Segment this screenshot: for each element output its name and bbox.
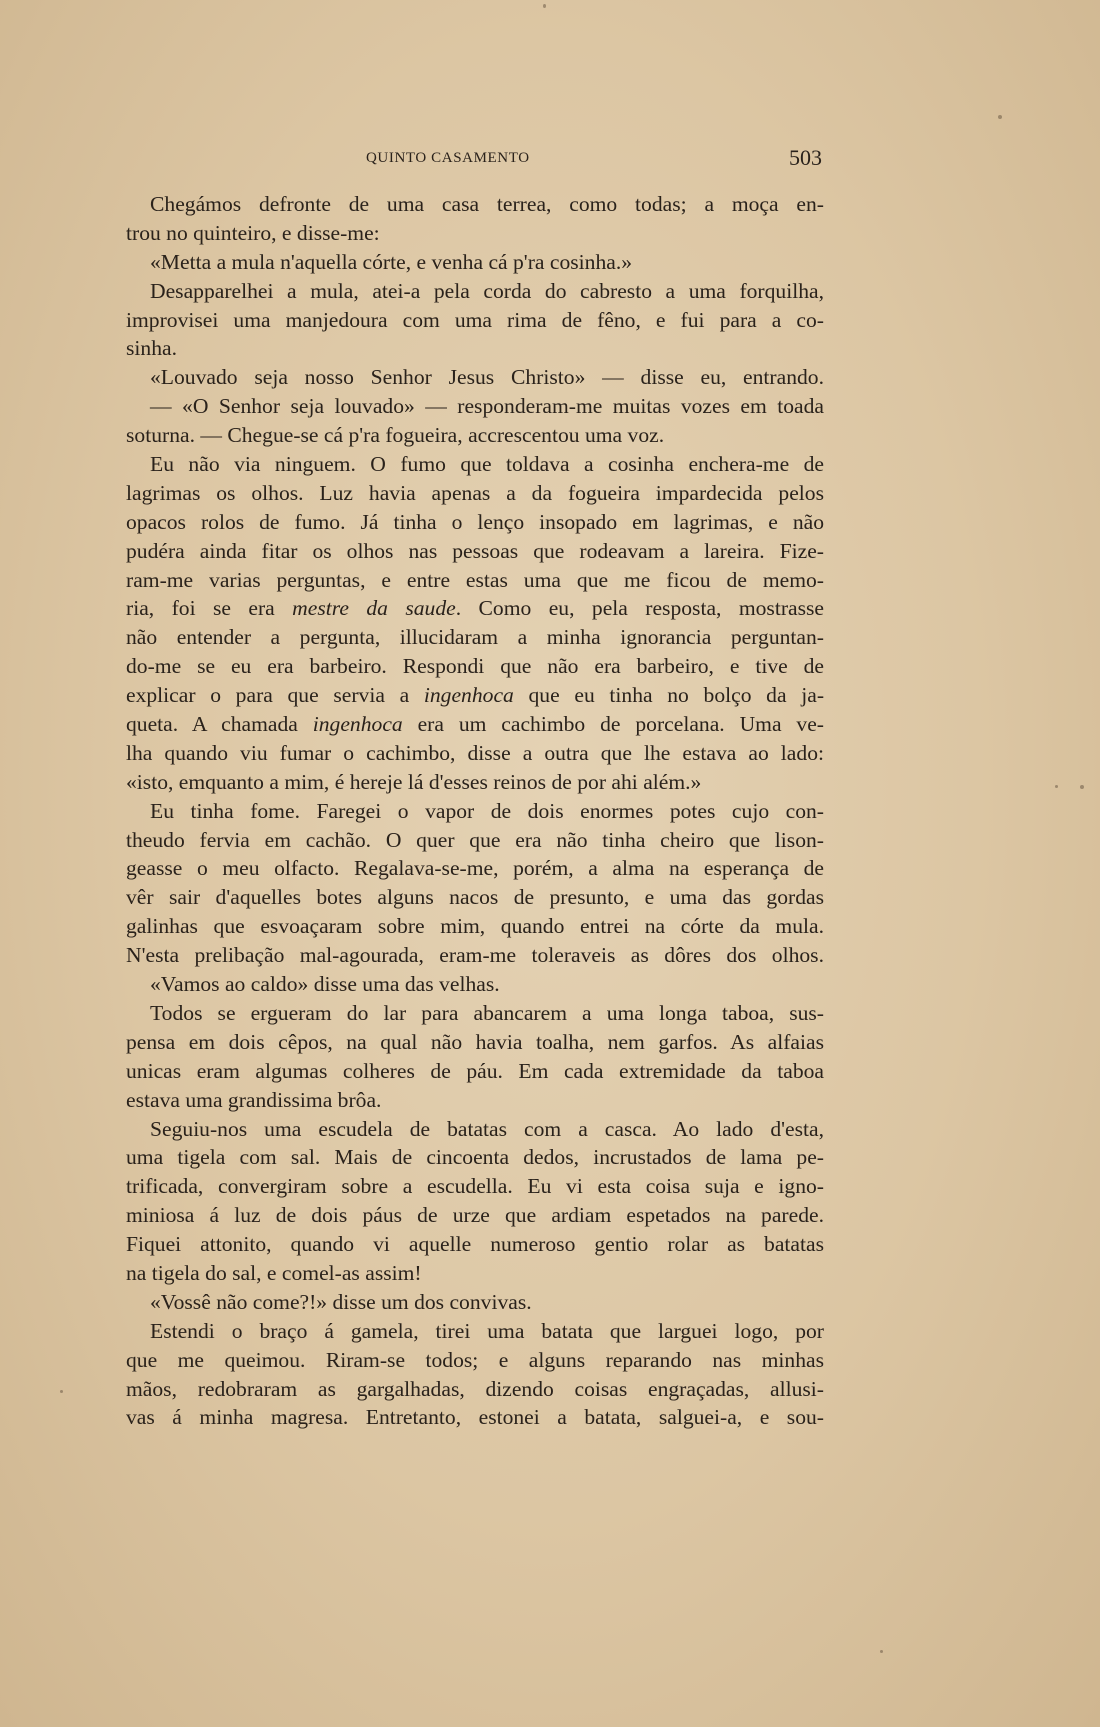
text-line: pudéra ainda fitar os olhos nas pessoas que rodeavam a lareira. Fize- <box>126 538 824 563</box>
text-line: Estendi o braço á gamela, tirei uma batata que larguei logo, por <box>150 1318 824 1343</box>
text-line: «isto, emquanto a mim, é hereje lá d'esses reinos de por ahi além.» <box>126 769 702 794</box>
text-line: Eu tinha fome. Faregei o vapor de dois enormes potes cujo con- <box>150 798 824 823</box>
italic-phrase: ingenhoca <box>312 712 403 737</box>
text-fragment: . Como eu, pela resposta, mostrasse <box>455 596 824 621</box>
text-line: Seguiu-nos uma escudela de batatas com a casca. Ao lado d'esta, <box>150 1116 824 1141</box>
running-title: QUINTO CASAMENTO <box>366 150 530 166</box>
page-number: 503 <box>789 145 822 170</box>
text-fragment: era um cachimbo de porcelana. Uma ve- <box>402 712 824 737</box>
italic-phrase: ingenhoca <box>423 683 514 708</box>
text-line: vêr sair d'aquelles botes alguns nacos de presunto, e uma das gordas <box>126 885 824 910</box>
text-line: geasse o meu olfacto. Regalava-se-me, porém, a alma na esperança de <box>126 856 824 881</box>
text-line: N'esta prelibação mal-agourada, eram-me toleraveis as dôres dos olhos. <box>126 943 824 968</box>
text-line: lagrimas os olhos. Luz havia apenas a da fogueira impardecida pelos <box>126 480 824 505</box>
text-line: uma tigela com sal. Mais de cincoenta dedos, incrustados de lama pe- <box>126 1145 824 1170</box>
text-line: pensa em dois cêpos, na qual não havia toalha, nem garfos. As alfaias <box>126 1029 824 1054</box>
text-line <box>126 594 824 623</box>
text-line <box>126 710 824 739</box>
text-line: na tigela do sal, e comel-as assim! <box>126 1260 422 1285</box>
text-line: unicas eram algumas colheres de páu. Em cada extremidade da taboa <box>126 1058 824 1083</box>
paper-speck <box>1080 785 1084 789</box>
text-fragment: ria, foi se era <box>126 596 293 621</box>
text-line: estava uma grandissima brôa. <box>126 1087 382 1112</box>
text-line: do-me se eu era barbeiro. Respondi que não era barbeiro, e tive de <box>126 654 824 679</box>
text-line: trificada, convergiram sobre a escudella. Eu vi esta coisa suja e igno- <box>126 1174 824 1199</box>
text-line: vas á minha magresa. Entretanto, estonei a batata, salguei-a, e sou- <box>126 1405 824 1430</box>
text-line: lha quando viu fumar o cachimbo, disse a outra que lhe estava ao lado: <box>126 740 824 765</box>
text-line <box>126 681 824 710</box>
text-line: mãos, redobraram as gargalhadas, dizendo coisas engraçadas, allusi- <box>126 1376 824 1401</box>
paper-speck <box>543 4 546 8</box>
text-fragment: queta. A chamada <box>126 712 313 737</box>
paper-speck <box>880 1650 883 1653</box>
paper-speck <box>1055 785 1058 788</box>
text-line: improvisei uma manjedoura com uma rima de fêno, e fui para a co- <box>126 307 824 332</box>
text-line: — «O Senhor seja louvado» — responderam-me muitas vozes em toada <box>150 394 824 419</box>
text-line: trou no quinteiro, e disse-me: <box>126 220 380 245</box>
text-line: Eu não via ninguem. O fumo que toldava a cosinha enchera-me de <box>150 452 824 477</box>
text-line: «Vamos ao caldo» disse uma das velhas. <box>150 972 500 997</box>
text-line: Desapparelhei a mula, atei-a pela corda do cabresto a uma forquilha, <box>150 278 824 303</box>
text-fragment: que eu tinha no bolço da ja- <box>513 683 824 708</box>
paper-speck <box>998 115 1002 119</box>
text-line: não entender a pergunta, illucidaram a minha ignorancia perguntan- <box>126 625 824 650</box>
text-line: Chegámos defronte de uma casa terrea, como todas; a moça en- <box>150 192 824 216</box>
page-header <box>128 145 822 175</box>
text-line: theudo fervia em cachão. O quer que era não tinha cheiro que lison- <box>126 827 824 852</box>
text-line: que me queimou. Riram-se todos; e alguns reparando nas minhas <box>126 1347 824 1372</box>
paper-speck <box>60 1390 63 1393</box>
italic-phrase: mestre da saude <box>292 596 456 621</box>
text-line: ram-me varias perguntas, e entre estas uma que me ficou de memo- <box>126 567 824 592</box>
text-fragment: explicar o para que servia a <box>126 683 424 708</box>
text-line: galinhas que esvoaçaram sobre mim, quando entrei na córte da mula. <box>126 914 824 939</box>
body-text <box>126 190 824 1432</box>
text-line: Fiquei attonito, quando vi aquelle numeroso gentio rolar as batatas <box>126 1232 824 1257</box>
text-line: «Louvado seja nosso Senhor Jesus Christo» — disse eu, entrando. <box>150 365 824 390</box>
text-line: «Metta a mula n'aquella córte, e venha cá p'ra cosinha.» <box>150 249 633 274</box>
text-line: opacos rolos de fumo. Já tinha o lenço insopado em lagrimas, e não <box>126 509 824 534</box>
text-line: sinha. <box>126 336 177 361</box>
text-line: soturna. — Chegue-se cá p'ra fogueira, accrescentou uma voz. <box>126 423 665 448</box>
text-line: «Vossê não come?!» disse um dos convivas. <box>150 1289 532 1314</box>
text-line: Todos se ergueram do lar para abancarem a uma longa taboa, sus- <box>150 1000 824 1025</box>
text-line: miniosa á luz de dois páus de urze que ardiam espetados na parede. <box>126 1203 824 1228</box>
